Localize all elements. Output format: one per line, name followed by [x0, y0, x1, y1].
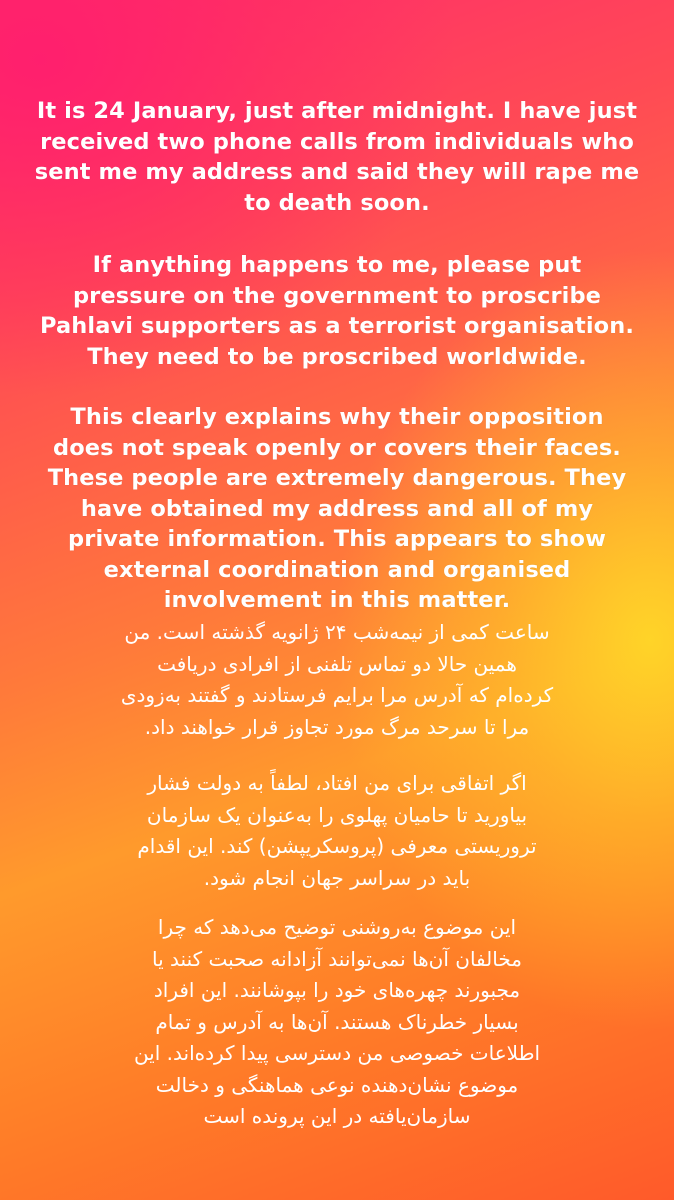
persian-paragraph-explanation: این موضوع به‌روشنی توضیح می‌دهد که چرا مخالفان آن‌ها نمی‌توانند آزادانه صحبت کنند یا مجبورند چهره‌های خود را بپوشانند. این افراد بسیار خطرناک هستند. آن‌ها به آدرس و تمام اطلاعات خصوصی من دسترسی پیدا کرده‌اند. این موضوع نشان‌دهنده نوعی هماهنگی و دخالت سازمان‌یافته در این پرونده است	[133, 915, 541, 1128]
persian-paragraph-threat: ساعت کمی از نیمه‌شب ۲۴ ژانویه گذشته است. من همین حالا دو تماس تلفنی از افرادی دریافت کرده‌ام که آدرس مرا برایم فرستادند و گفتند به‌زودی مرا تا سرحد مرگ مورد تجاوز قرار خواهند داد.	[120, 620, 554, 739]
english-paragraph-request: If anything happens to me, please put pressure on the government to proscribe Pahlavi supporters as a terrorist organisation. They need to be proscribed worldwide.	[40, 252, 634, 370]
english-paragraph-threat: It is 24 January, just after midnight. I have just received two phone calls from individuals who sent me my address and said they will rape me to death soon.	[34, 98, 640, 216]
english-paragraph-explanation: This clearly explains why their opposition does not speak openly or covers their faces. These people are extremely dangerous. They have obtained my address and all of my private information. This appears to show external coordination and organised involvement in this matter.	[47, 404, 627, 613]
persian-paragraph-request: اگر اتفاقی برای من افتاد، لطفاً به دولت فشار بیاورید تا حامیان پهلوی را به‌عنوان یک سازمان تروریستی معرفی (پروسکریپشن) کند. این اقدام باید در سراسر جهان انجام شود.	[137, 771, 537, 890]
